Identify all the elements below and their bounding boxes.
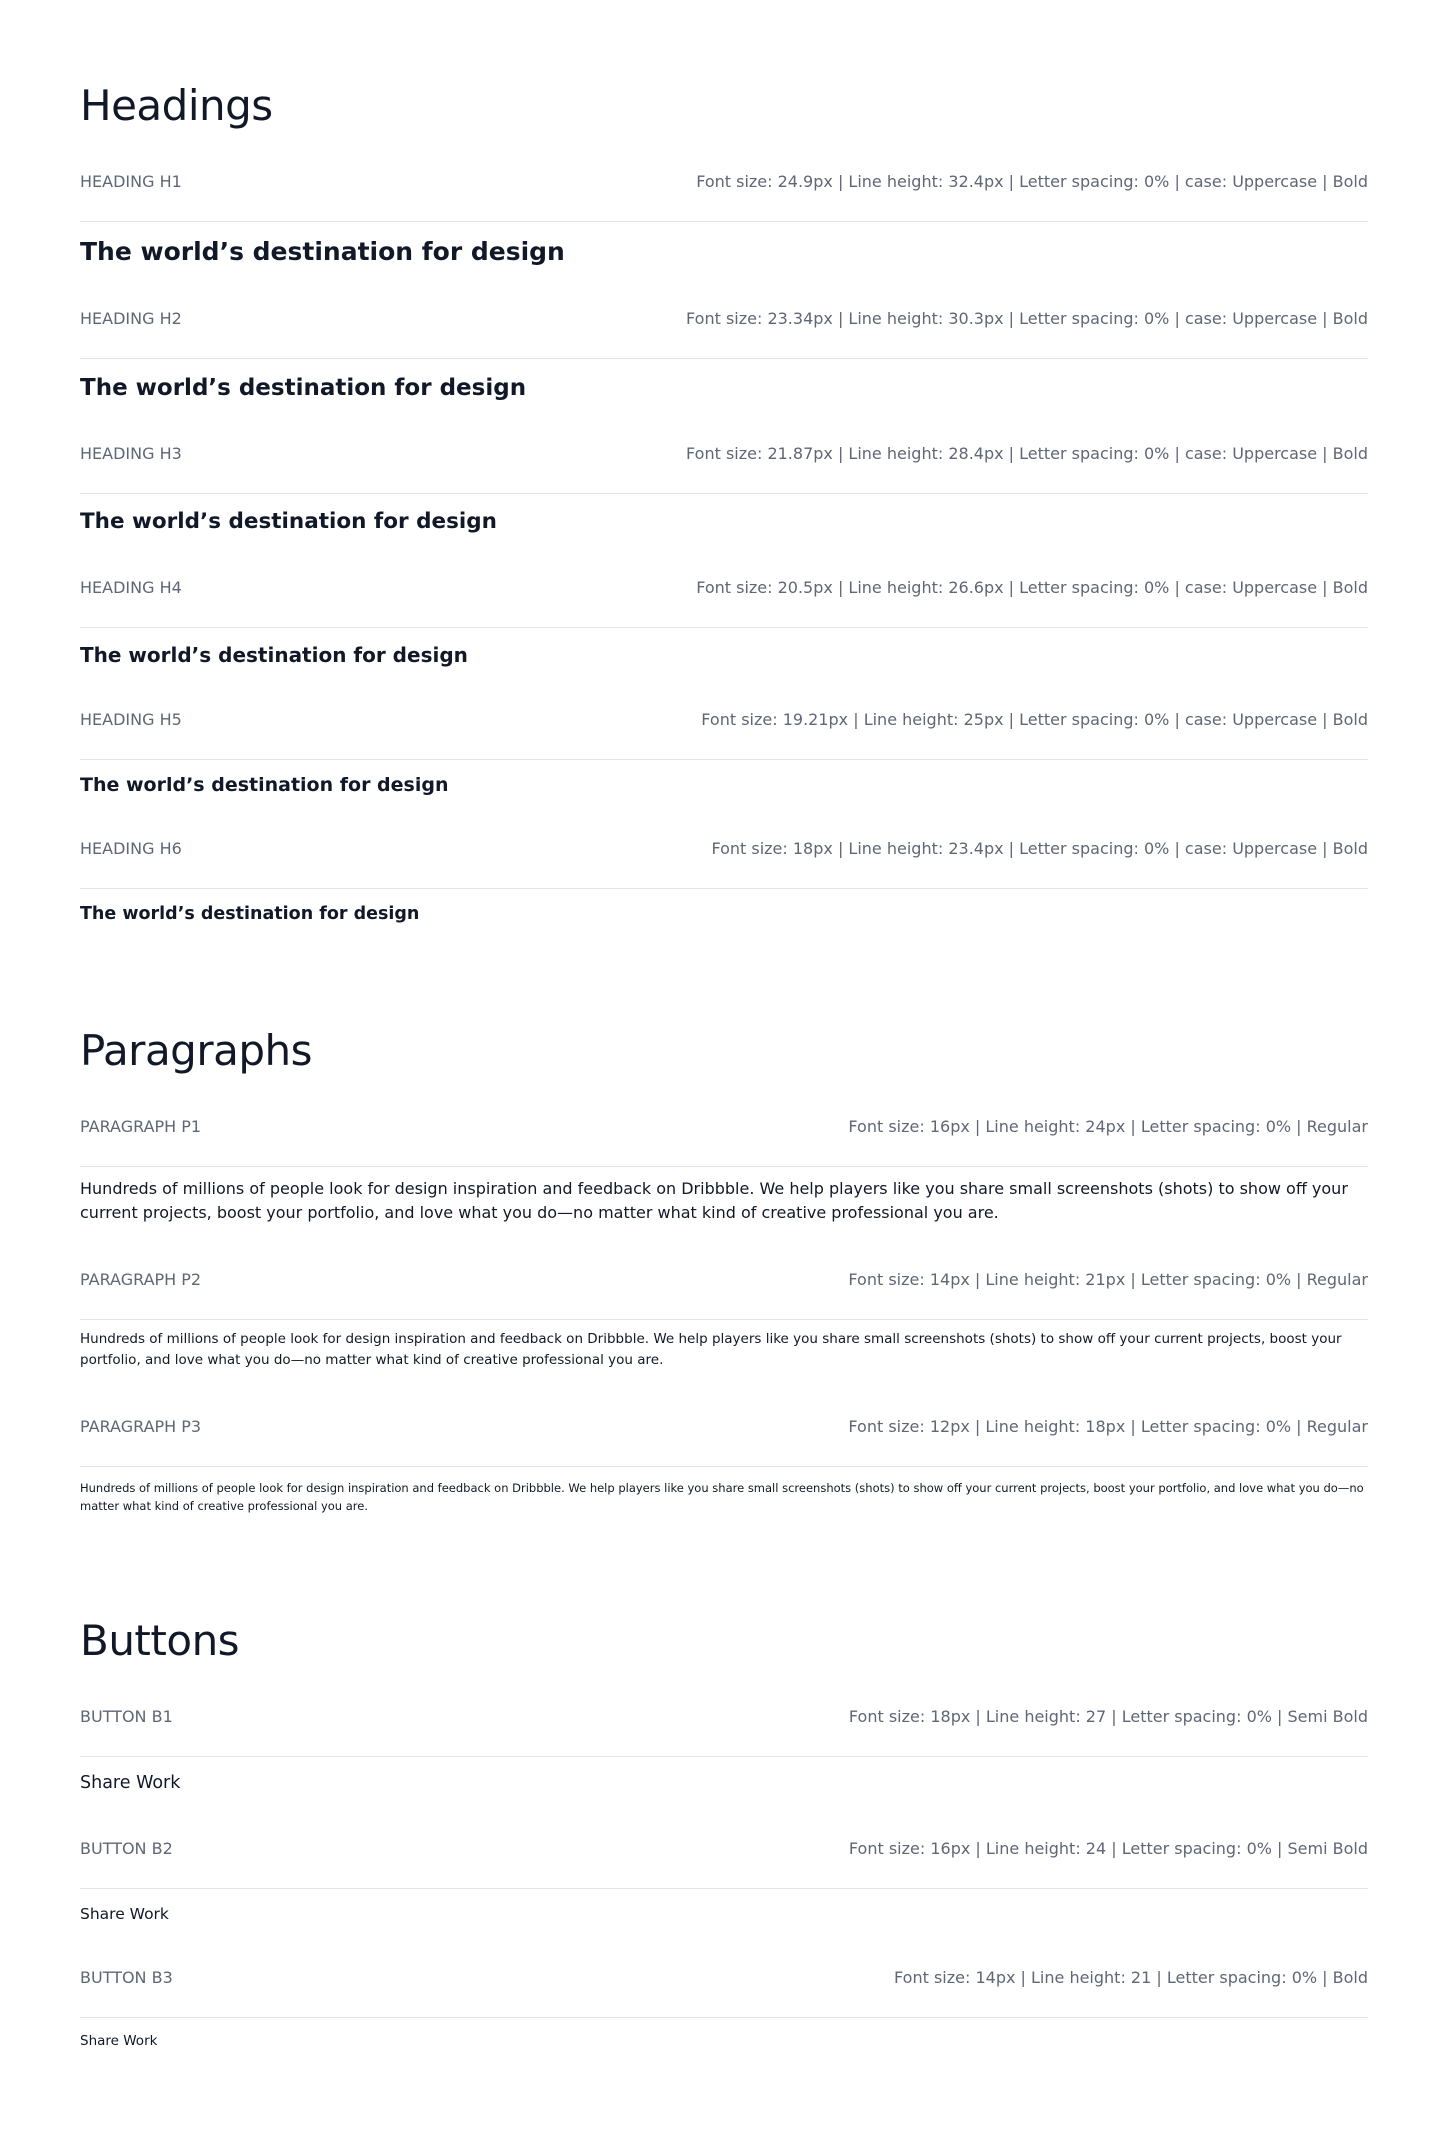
spec-label-b1: BUTTON B1: [80, 1707, 173, 1726]
spec-row-p1: [80, 1109, 1368, 1167]
sample-heading-h5: The world’s destination for design: [80, 774, 449, 796]
spec-meta-h6: Font size: 18px | Line height: 23.4px | Letter spacing: 0% | case: Uppercase | Bold: [711, 839, 1368, 858]
spec-label-h4: HEADING H4: [80, 578, 182, 597]
spec-label-p1: PARAGRAPH P1: [80, 1117, 202, 1136]
section-title-headings: Headings: [80, 81, 273, 130]
spec-meta-h2: Font size: 23.34px | Line height: 30.3px | Letter spacing: 0% | case: Uppercase | Bold: [686, 309, 1368, 328]
spec-row-h5: [80, 702, 1368, 760]
spec-label-h5: HEADING H5: [80, 710, 182, 729]
spec-row-h6: [80, 831, 1368, 889]
spec-row-h2: [80, 301, 1368, 359]
spec-meta-b3: Font size: 14px | Line height: 21 | Letter spacing: 0% | Bold: [894, 1968, 1368, 1987]
spec-label-p2: PARAGRAPH P2: [80, 1270, 202, 1289]
spec-meta-b2: Font size: 16px | Line height: 24 | Letter spacing: 0% | Semi Bold: [848, 1839, 1368, 1858]
spec-row-h3: [80, 436, 1368, 494]
headings-section: [80, 78, 1368, 958]
share-work-button-b3[interactable]: Share Work: [80, 2033, 158, 2049]
spec-label-h1: HEADING H1: [80, 172, 182, 191]
spec-label-h3: HEADING H3: [80, 444, 182, 463]
spec-row-h4: [80, 570, 1368, 628]
spec-label-b2: BUTTON B2: [80, 1839, 173, 1858]
section-title-paragraphs: Paragraphs: [80, 1026, 313, 1075]
paragraphs-section: [80, 1023, 1368, 1523]
sample-heading-h4: The world’s destination for design: [80, 643, 468, 667]
sample-heading-h6: The world’s destination for design: [80, 904, 420, 924]
spec-label-p3: PARAGRAPH P3: [80, 1417, 202, 1436]
spec-label-h6: HEADING H6: [80, 839, 182, 858]
sample-heading-h3: The world’s destination for design: [80, 509, 497, 534]
share-work-button-b2[interactable]: Share Work: [80, 1905, 169, 1923]
spec-row-b3: [80, 1960, 1368, 2018]
spec-meta-h1: Font size: 24.9px | Line height: 32.4px | Letter spacing: 0% | case: Uppercase | Bold: [696, 172, 1368, 191]
spec-label-b3: BUTTON B3: [80, 1968, 173, 1987]
sample-heading-h1: The world’s destination for design: [80, 237, 565, 266]
spec-meta-h5: Font size: 19.21px | Line height: 25px | Letter spacing: 0% | case: Uppercase | Bold: [701, 710, 1368, 729]
spec-row-h1: [80, 164, 1368, 222]
spec-meta-b1: Font size: 18px | Line height: 27 | Letter spacing: 0% | Semi Bold: [848, 1707, 1368, 1726]
spec-row-p3: [80, 1409, 1368, 1467]
spec-row-b2: [80, 1831, 1368, 1889]
spec-row-p2: [80, 1262, 1368, 1320]
spec-meta-p3: Font size: 12px | Line height: 18px | Letter spacing: 0% | Regular: [848, 1417, 1368, 1436]
sample-paragraph-p1: Hundreds of millions of people look for design inspiration and feedback on Dribbble. We help players like you share small screenshots (shots) to show off your current projects, boost your portfolio, and love what you do—no matter what kind of creative professional you are.: [80, 1179, 1348, 1222]
spec-meta-p2: Font size: 14px | Line height: 21px | Letter spacing: 0% | Regular: [848, 1270, 1368, 1289]
sample-paragraph-p2: Hundreds of millions of people look for design inspiration and feedback on Dribbble. We help players like you share small screenshots (shots) to show off your current projects, boost your portfolio, and love what you do—no matter what kind of creative professional you are.: [80, 1331, 1342, 1368]
spec-row-b1: [80, 1699, 1368, 1757]
spec-meta-h3: Font size: 21.87px | Line height: 28.4px | Letter spacing: 0% | case: Uppercase | Bold: [686, 444, 1368, 463]
sample-heading-h2: The world’s destination for design: [80, 375, 527, 401]
section-title-buttons: Buttons: [80, 1616, 240, 1665]
spec-meta-p1: Font size: 16px | Line height: 24px | Letter spacing: 0% | Regular: [848, 1117, 1368, 1136]
sample-paragraph-p3: Hundreds of millions of people look for design inspiration and feedback on Dribbble. We help players like you share small screenshots (shots) to show off your current projects, boost your portfolio, and love what you do—no matter what kind of creative professional you are.: [80, 1481, 1364, 1513]
share-work-button-b1[interactable]: Share Work: [80, 1773, 181, 1793]
spec-meta-h4: Font size: 20.5px | Line height: 26.6px | Letter spacing: 0% | case: Uppercase | Bold: [696, 578, 1368, 597]
buttons-section: [80, 1613, 1368, 2063]
spec-label-h2: HEADING H2: [80, 309, 182, 328]
